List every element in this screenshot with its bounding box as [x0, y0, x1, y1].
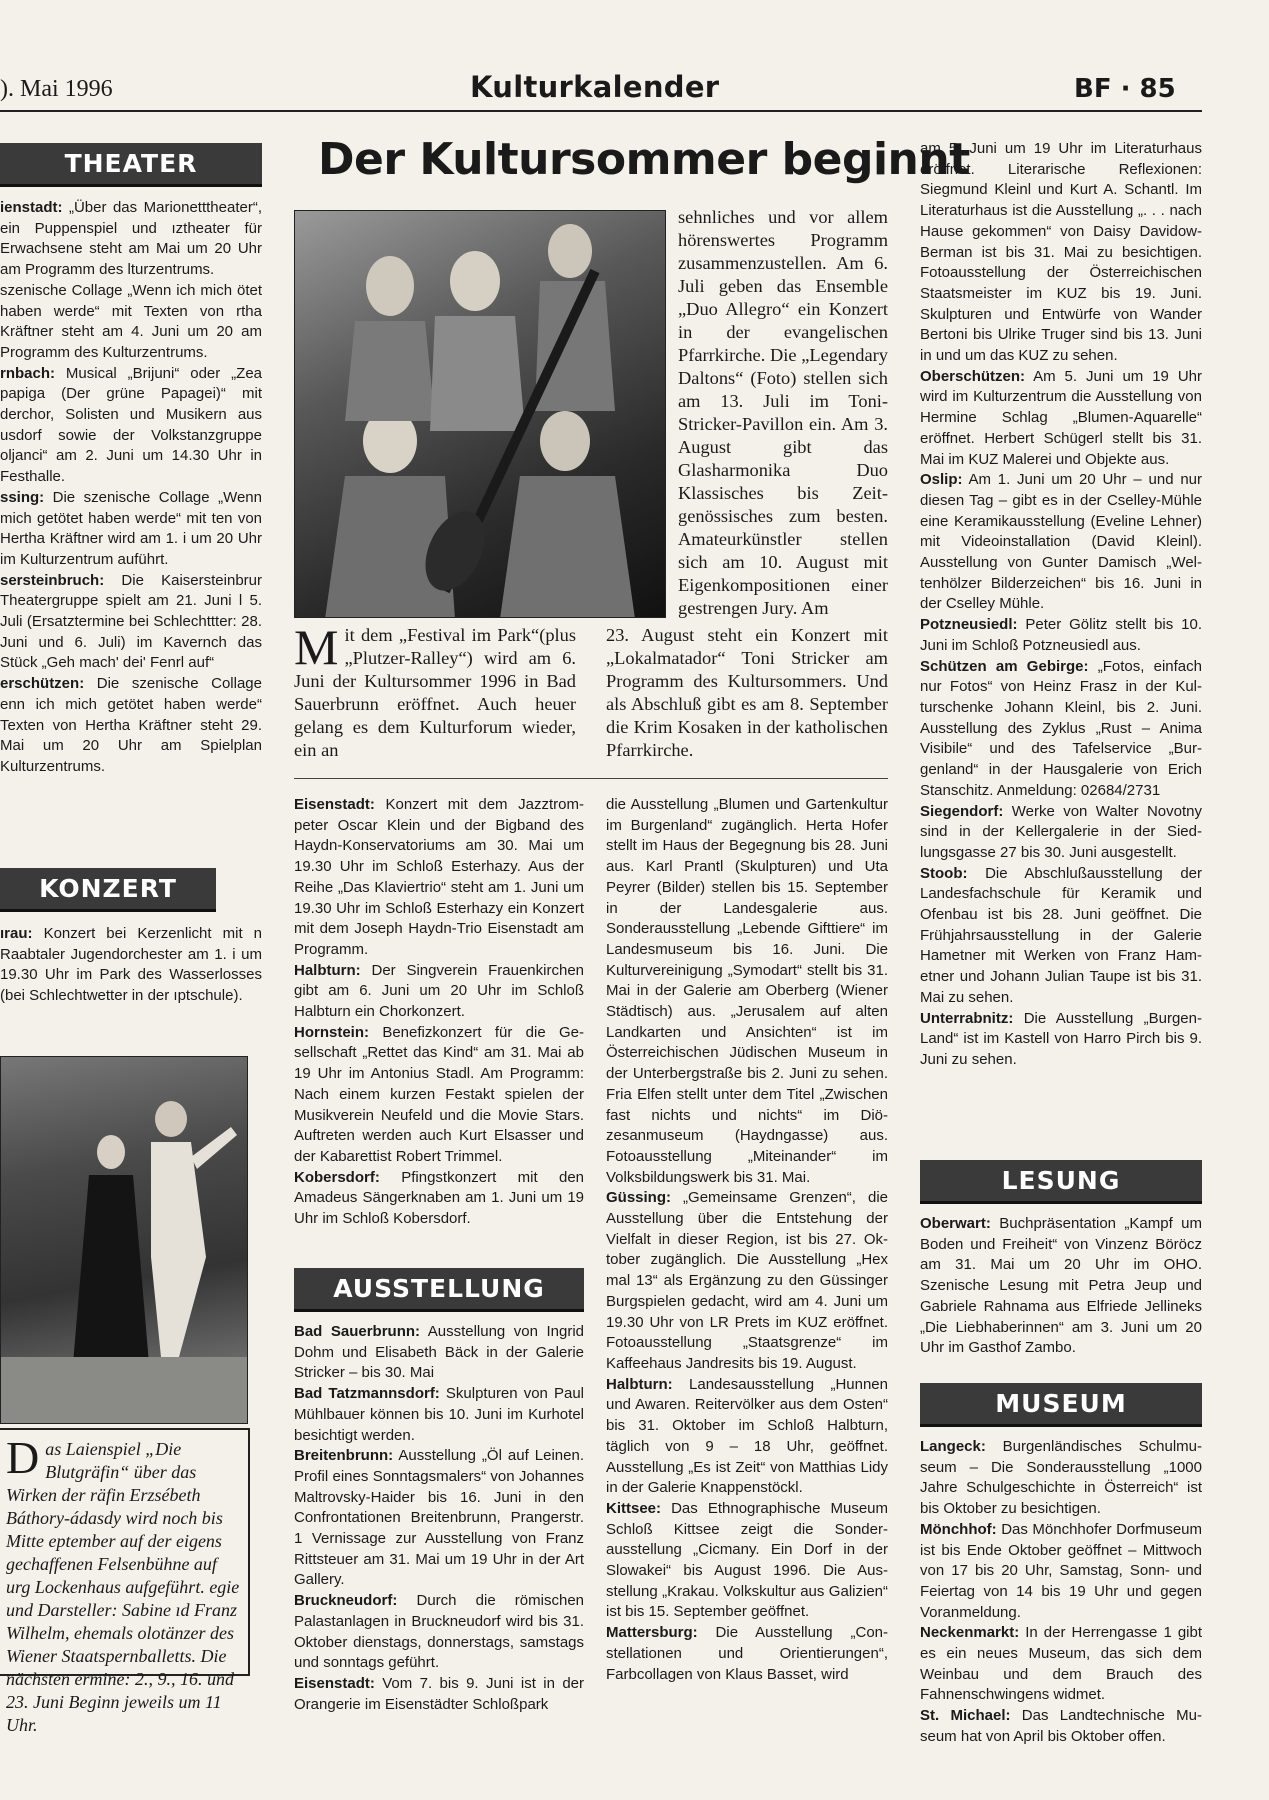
listing-text: die Ausstellung „Blumen und Gartenkultur im Burgenland“ zugänglich. Herta Hofer stellt im Haus der Begegnung bis 28. Juni aus. Karl Prantl (Skulpturen) und Uta Peyrer (Bilder) stellen bis 15. September in der Landesgalerie aus. Sonderausstellung „Lebende Gifttiere“ im Landesmuseum bis 16. Juni. Die Kulturvereinigung „Symodart“ stellt bis 31. Mai in der Galerie am Oberberg (Wiener Städtisch) aus. „Jerusalem auf alten Landkarten und Ansichten“ ist im Österreichischen Jüdischen Museum in der Unterbergstraße bis 2. Juni zu sehen. Fria Elfen stellt unter dem Titel „Zwischen fast nichts und nichts“ im Diözesanmuseum (Haydngasse) aus. Fotoausstellung „Miteinander“ im Volksbildungswerk bis 31. Mai. [606, 796, 888, 1186]
listing-entry [920, 615, 1202, 656]
listing-place: erschützen: [0, 675, 85, 693]
listing-text: Die Kaisersteinbrur Theatergruppe spielt am 21. Juni l 5. Juli (Ersatztermine bei Schlechttter: 28. Juni und 6. Juli) im Kavernch das Stück „Geh mach' dei' Fenrl auf“ [0, 571, 262, 672]
listing-place: Halbturn: [606, 1375, 673, 1393]
listing-text: szenische Collage „Wenn ich mich ötet haben werde“ mit Texten von rtha Kräftner steht am 4. Juni um 20 am Programm des Kulturzentrums. [0, 281, 262, 361]
section-bar-konzert: KONZERT [0, 868, 216, 912]
listing-place: Neckenmarkt: [920, 1624, 1020, 1642]
issue-date: ). Mai 1996 [0, 76, 113, 102]
photo-caption [0, 1428, 250, 1735]
listing-text: am 5. Juni um 19 Uhr im Literaturhaus eröffnet. Literarische Reflexionen: Siegmund Kleinl und Kurt A. Schantl. Im Literaturhaus ist die Ausstellung „. . . nach Hause gekommen“ von Daisy Davidow-Berman ist bis 31. Mai zu besichtigen. Fotoausstellung der Österreichischen Staatsmeister im KUZ bis 19. Juni. Skulpturen und Entwürfe von Wander Bertoni bis Ulrike Truger sind bis 13. Juni in und um das KUZ zu sehen. [920, 140, 1202, 365]
play-photo-figures [1, 1057, 248, 1424]
listing-text: Burgenländisches Schulmuseum – Die Sonderausstellung „1000 Jahre Schulgeschichte in Österreich“ ist bis Oktober zu besichtigen. [920, 1438, 1202, 1518]
listing-entry [294, 1023, 584, 1168]
legendary-daltons-photo [294, 210, 666, 618]
listing-place: Güssing: [606, 1189, 672, 1207]
listing-text: Durch die römischen Palastanlagen in Bruckneudorf wird bis 31. Oktober dienstags, donnerstags, samstags und sonntags geführt. [294, 1592, 585, 1672]
listing-text: Am 5. Juni um 19 Uhr wird im Kulturzentrum die Ausstellung von Hermine Schlag „Blumen-Aquarelle“ eröffnet. Herbert Schügerl stellt bis 31. Mai im KUZ Malerei und Objekte aus. [920, 367, 1202, 468]
listing-text: Pfingstkonzert mit den Amadeus Sängerknaben am 1. Juni um 19 Uhr im Schloß Kobersdorf. [294, 1168, 585, 1228]
listing-entry [606, 795, 888, 1188]
listing-entry [0, 571, 262, 675]
listing-place: Oslip: [920, 471, 963, 489]
band-photo-figures [295, 211, 666, 618]
listing-text: „Über das Marionetttheater“, ein Puppenspiel und ıztheater für Erwachsene steht am Mai um 20 Uhr am Programm des lturzentrums. [0, 199, 262, 279]
listing-entry [294, 1591, 584, 1674]
feature-text-intro [294, 619, 576, 762]
listing-place: Bruckneudorf: [294, 1592, 398, 1610]
ausstellung-listings-c [606, 795, 888, 1685]
listing-entry [920, 1706, 1202, 1747]
listing-text: Benefizkonzert für die Gesellschaft „Rettet das Kind“ am 31. Mai ab 19 Uhr im Antonius Stadl. Am Programm: Nach einem kurzen Festakt spielen der Musikverein Neufeld und die Movie Stars. Auftreten werden auch Kurt Elsasser und der Kabarettist Robert Trimmel. [294, 1023, 584, 1165]
listing-place: ırau: [0, 925, 33, 942]
listing-place: Potzneusiedl: [920, 616, 1018, 634]
listing-place: Bad Sauerbrunn: [294, 1323, 421, 1340]
listing-text: Musical „Brijuni“ oder „Zea papiga (Der grüne Papagei)“ mit derchor, Solisten und Musikern aus usdorf sowie der Volkstanzgruppe oljanci“ am 2. Juni um 14.30 Uhr in Festhalle. [0, 364, 262, 486]
listing-entry [294, 1322, 584, 1384]
listing-text: Vom 7. bis 9. Juni ist in der Orangerie im Eisenstädter Schloßpark [294, 1674, 584, 1713]
section-title: Kulturkalender [470, 70, 720, 104]
listing-entry [920, 802, 1202, 864]
listing-place: Halbturn: [294, 961, 361, 979]
listing-text: Die Abschlußausstellung der Landesfachschule für Keramik und Ofenbau ist bis 28. Juni geöffnet. Die Frühjahrsausstellung in der Galerie Hametner mit Werken von Franz Hametner und Johann Julian Taupe ist bis 31. Mai zu sehen. [920, 864, 1203, 1006]
listing-text: In der Herrengasse 1 gibt es ein neues Museum, das sich dem Weinbau und dem Brauch des Fahnenschwingens widmet. [920, 1624, 1203, 1704]
ausstellung-listings-r [920, 139, 1202, 1071]
listing-place: St. Michael: [920, 1707, 1011, 1725]
section-bar-ausstellung: AUSSTELLUNG [294, 1268, 584, 1312]
listing-entry [294, 961, 584, 1023]
listing-place: Schützen am Gebirge: [920, 657, 1089, 675]
listing-place: Bad Tatzmannsdorf: [294, 1385, 440, 1403]
listing-place: ienstadt: [0, 199, 63, 216]
listing-entry [920, 657, 1202, 802]
listing-text: Die Ausstellung „Constellationen und Orientierungen“, Farbcollagen von Klaus Basset, wird [606, 1624, 889, 1683]
listing-entry [920, 470, 1202, 615]
listing-entry [920, 1623, 1202, 1706]
listing-place: Oberwart: [920, 1215, 991, 1232]
listing-place: Mönchhof: [920, 1520, 997, 1538]
section-bar-museum: MUSEUM [920, 1383, 1202, 1427]
listing-entry [0, 281, 262, 364]
listing-place: sersteinbruch: [0, 571, 105, 589]
listing-text: Am 1. Juni um 20 Uhr – und nur diesen Tag – gibt es in der Cselley-Mühle eine Keramikausstellung (Eveline Lehner) mit Videoinstallation (David Kleinl). Ausstellung von Gunter Damisch „Weltenhölzer Bilderzeichen“ bis 16. Juni in der Cselley Mühle. [920, 471, 1203, 613]
theater-listings [0, 198, 262, 778]
listing-text: Die szenische Collage „Wenn mich getötet haben werde“ mit ten von Hertha Kräftner wird am 1. i um 20 Uhr im Kulturzentrum auführt. [0, 488, 262, 568]
listing-text: Konzert mit dem Jazztrompeter Oscar Klein und der Bigband des Haydn-Konservatoriums am 30. Mai um 19.30 Uhr im Schloß Esterhazy. Aus der Reihe „Das Klaviertrio“ steht am 1. Juni um 19.30 Uhr im Schloß Esterhazy ein Konzert mit dem Joseph Haydn-Trio Eisenstadt am Programm. [294, 796, 584, 958]
listing-place: Oberschützen: [920, 367, 1026, 385]
listing-place: Hornstein: [294, 1023, 369, 1041]
listing-entry [0, 674, 262, 778]
listing-text: Werke von Walter Novotny sind in der Kellergalerie in der Siedlungsgasse 27 bis 30. Juni ausgestellt. [920, 802, 1203, 861]
listing-entry [0, 198, 262, 281]
feature-intro-text: it dem „Festival im Park“(plus „Plutzer-Ralley“) wird am 6. Juni der Kultursommer 1996 in Bad Sauerbrunn eröffnet. Auch heuer gelang es dem Kulturforum wieder, ein an [294, 625, 576, 760]
listing-text: Peter Gölitz stellt bis 10. Juni im Schloß Potzneusiedl aus. [920, 616, 1203, 654]
listing-text: Skulpturen von Paul Mühlbauer können bis 10. Juni im Kurhotel besichtigt werden. [294, 1385, 584, 1444]
listing-entry [0, 924, 262, 1007]
listing-place: Eisenstadt: [294, 1674, 375, 1692]
listing-place: ssing: [0, 488, 45, 506]
listing-place: Eisenstadt: [294, 796, 375, 813]
listing-text: Die szenische Collage enn ich mich getötet haben werde“ Texten von Hertha Kräftner steht 29. Mai um 20 Uhr am Spielplan Kulturzentrums. [0, 675, 262, 775]
listing-entry [920, 1520, 1202, 1624]
listing-place: Breitenbrunn: [294, 1447, 394, 1465]
listing-text: Das Ethnographische Museum Schloß Kittsee zeigt die Sonderausstellung „Cicmany. Ein Dorf in der Slowakei“ bis August 1996. Die Ausstellung „Krakau. Volkskultur aus Galizien“ ist bis 15. September geöffnet. [606, 1499, 889, 1621]
konzert-listings-left [0, 924, 262, 1007]
listing-entry [0, 488, 262, 571]
listing-entry [606, 1623, 888, 1685]
caption-dropcap: D [6, 1432, 40, 1483]
listing-place: Siegendorf: [920, 802, 1004, 820]
article-headline: Der Kultursommer beginnt [318, 134, 970, 185]
listing-place: rnbach: [0, 364, 56, 382]
lesung-listings [920, 1214, 1202, 1359]
listing-entry [606, 1499, 888, 1623]
listing-entry [920, 367, 1202, 471]
listing-text: Ausstellung von Ingrid Dohm und Elisabeth Bäck in der Galerie Stricker – bis 30. Mai [294, 1323, 584, 1382]
listing-place: Stoob: [920, 864, 968, 882]
page-number: BF · 85 [1074, 74, 1176, 104]
listing-place: Kittsee: [606, 1499, 662, 1517]
listing-entry [0, 364, 262, 488]
listing-entry [294, 795, 584, 961]
listing-text: Ausstellung „Öl auf Leinen. Profil eines Sonntagsmalers“ von Johannes Maltrovsky-Haider bis 16. Juni in den Confrontationen Breitenbrunn, Prangerstr. 1 Vernissage zur Ausstellung von Franz Rittsteuer am 31. Mai um 19 Uhr in der Art Gallery. [294, 1447, 584, 1589]
listing-text: Der Singverein Frauenkirchen gibt am 6. Juni um 20 Uhr im Schloß Halbturn ein Chorkonzert. [294, 961, 585, 1021]
listing-entry [606, 1375, 888, 1499]
listing-entry [294, 1384, 584, 1446]
feature-divider [294, 778, 888, 779]
listing-entry [606, 1188, 888, 1374]
feature-dropcap: M [294, 619, 339, 675]
section-bar-theater: THEATER [0, 143, 262, 187]
caption-text: as Laienspiel „Die Blutgräfin“ über das Wirken der räfin Erzsébeth Báthory-ádasdy wird noch bis Mitte eptember auf der eigens gechaffenen Felsenbühne auf urg Lockenhaus aufgeführt. egie und Darsteller: Sabine ıd Franz Wilhelm, ehemals olotänzer des Wiener Staatspernballetts. Die nächsten ermine: 2., 9., 16. und 23. Juni Beginn jeweils um 11 Uhr. [6, 1439, 240, 1735]
listing-entry [920, 1214, 1202, 1359]
listing-entry [294, 1446, 584, 1591]
listing-entry [920, 139, 1202, 367]
listing-place: Langeck: [920, 1438, 986, 1455]
listing-entry [294, 1168, 584, 1230]
museum-listings [920, 1437, 1202, 1748]
section-bar-lesung: LESUNG [920, 1160, 1202, 1204]
listing-entry [920, 1437, 1202, 1520]
listing-text: „Gemeinsame Grenzen“, die Ausstellung über die Entstehung der Vielfalt in dieser Region, ist bis 27. Oktober zugänglich. Die Ausstellung „Hex mal 13“ als Ergänzung zu den Güssinger Burgspielen gedacht, wird am 4. Juni um 19.30 Uhr von LR Prets im KUZ eröffnet. Fotoausstellung „Staatsgrenze“ im Kaffeehaus Jandresits bis 19. August. [606, 1189, 888, 1372]
listing-entry [920, 1009, 1202, 1071]
listing-entry [920, 864, 1202, 1009]
feature-text-right: sehnliches und vor allem hörenswertes Programm zusammenzustellen. Am 6. Juli geben das Ensemble „Duo Allegro“ ein Konzert in der evangelischen Pfarrkirche. Die „Legendary Daltons“ (Foto) stellen sich am 13. Juli im Toni-Stricker-Pavillon ein. Am 3. August gibt das Glasharmonika Duo Klassisches bis Zeitgenössisches zum besten. Amateurkünstler stellen sich am 10. August mit Eigenkompositionen einer gestrengen Jury. Am [678, 207, 888, 618]
listing-text: Konzert bei Kerzenlicht mit n Raabtaler Jugendorchester am 1. i um 19.30 Uhr im Park des Wasserlosses (bei Schlechtwetter in der ıptschule). [0, 925, 262, 1005]
listing-text: Landesausstellung „Hunnen und Awaren. Reitervölker aus dem Osten“ bis 31. Oktober im Schloß Halbturn, täglich von 9 – 18 Uhr, geöffnet. Ausstellung „Es ist Zeit“ von Matthias Lidy in der Galerie Knappenstöckl. [606, 1375, 888, 1497]
konzert-listings [294, 795, 584, 1230]
listing-entry [294, 1674, 584, 1715]
play-photo [0, 1056, 248, 1424]
ausstellung-listings-b [294, 1322, 584, 1715]
listing-text: Das Landtechnische Museum hat von April bis Oktober offen. [920, 1707, 1202, 1745]
feature-text-end: 23. August steht ein Konzert mit „Lokalmatador“ Toni Stricker am Programm des Kultursommers. Und als Abschluß gibt es am 8. September die Krim Kosaken in der katholischen Pfarrkirche. [606, 625, 888, 760]
listing-place: Mattersburg: [606, 1624, 698, 1642]
listing-text: Das Mönchhofer Dorfmuseum ist bis Ende Oktober geöffnet – Mittwoch von 17 bis 20 Uhr, Samstag, Sonn- und Feiertag von 14 bis 19 Uhr und gegen Voranmeldung. [920, 1520, 1203, 1621]
listing-text: „Fotos, einfach nur Fotos“ von Heinz Frasz in der Kulturschenke Johann Kleinl, bis 2. Juni. Ausstellung des Zyklus „Rust – Anima Visibile“ und des Tafelservice „Burgenland“ in der Hausgalerie von Erich Stanschitz. Anmeldung: 02684/2731 [920, 657, 1202, 799]
header-rule [0, 110, 1202, 112]
listing-place: Unterrabnitz: [920, 1009, 1014, 1027]
listing-text: Buchpräsentation „Kampf um Boden und Freiheit“ von Vinzenz Böröcz am 31. Mai um 20 Uhr im OHO. Szenische Lesung mit Petra Jeup und Gabriele Rahnama aus Elfriede Jellineks „Die Liebhaberinnen“ am 3. Juni um 20 Uhr im Gasthof Zambo. [920, 1215, 1202, 1357]
listing-place: Kobersdorf: [294, 1168, 380, 1186]
listing-text: Die Ausstellung „Burgen-Land“ ist im Kastell von Harro Pirch bis 9. Juni zu sehen. [920, 1009, 1202, 1068]
